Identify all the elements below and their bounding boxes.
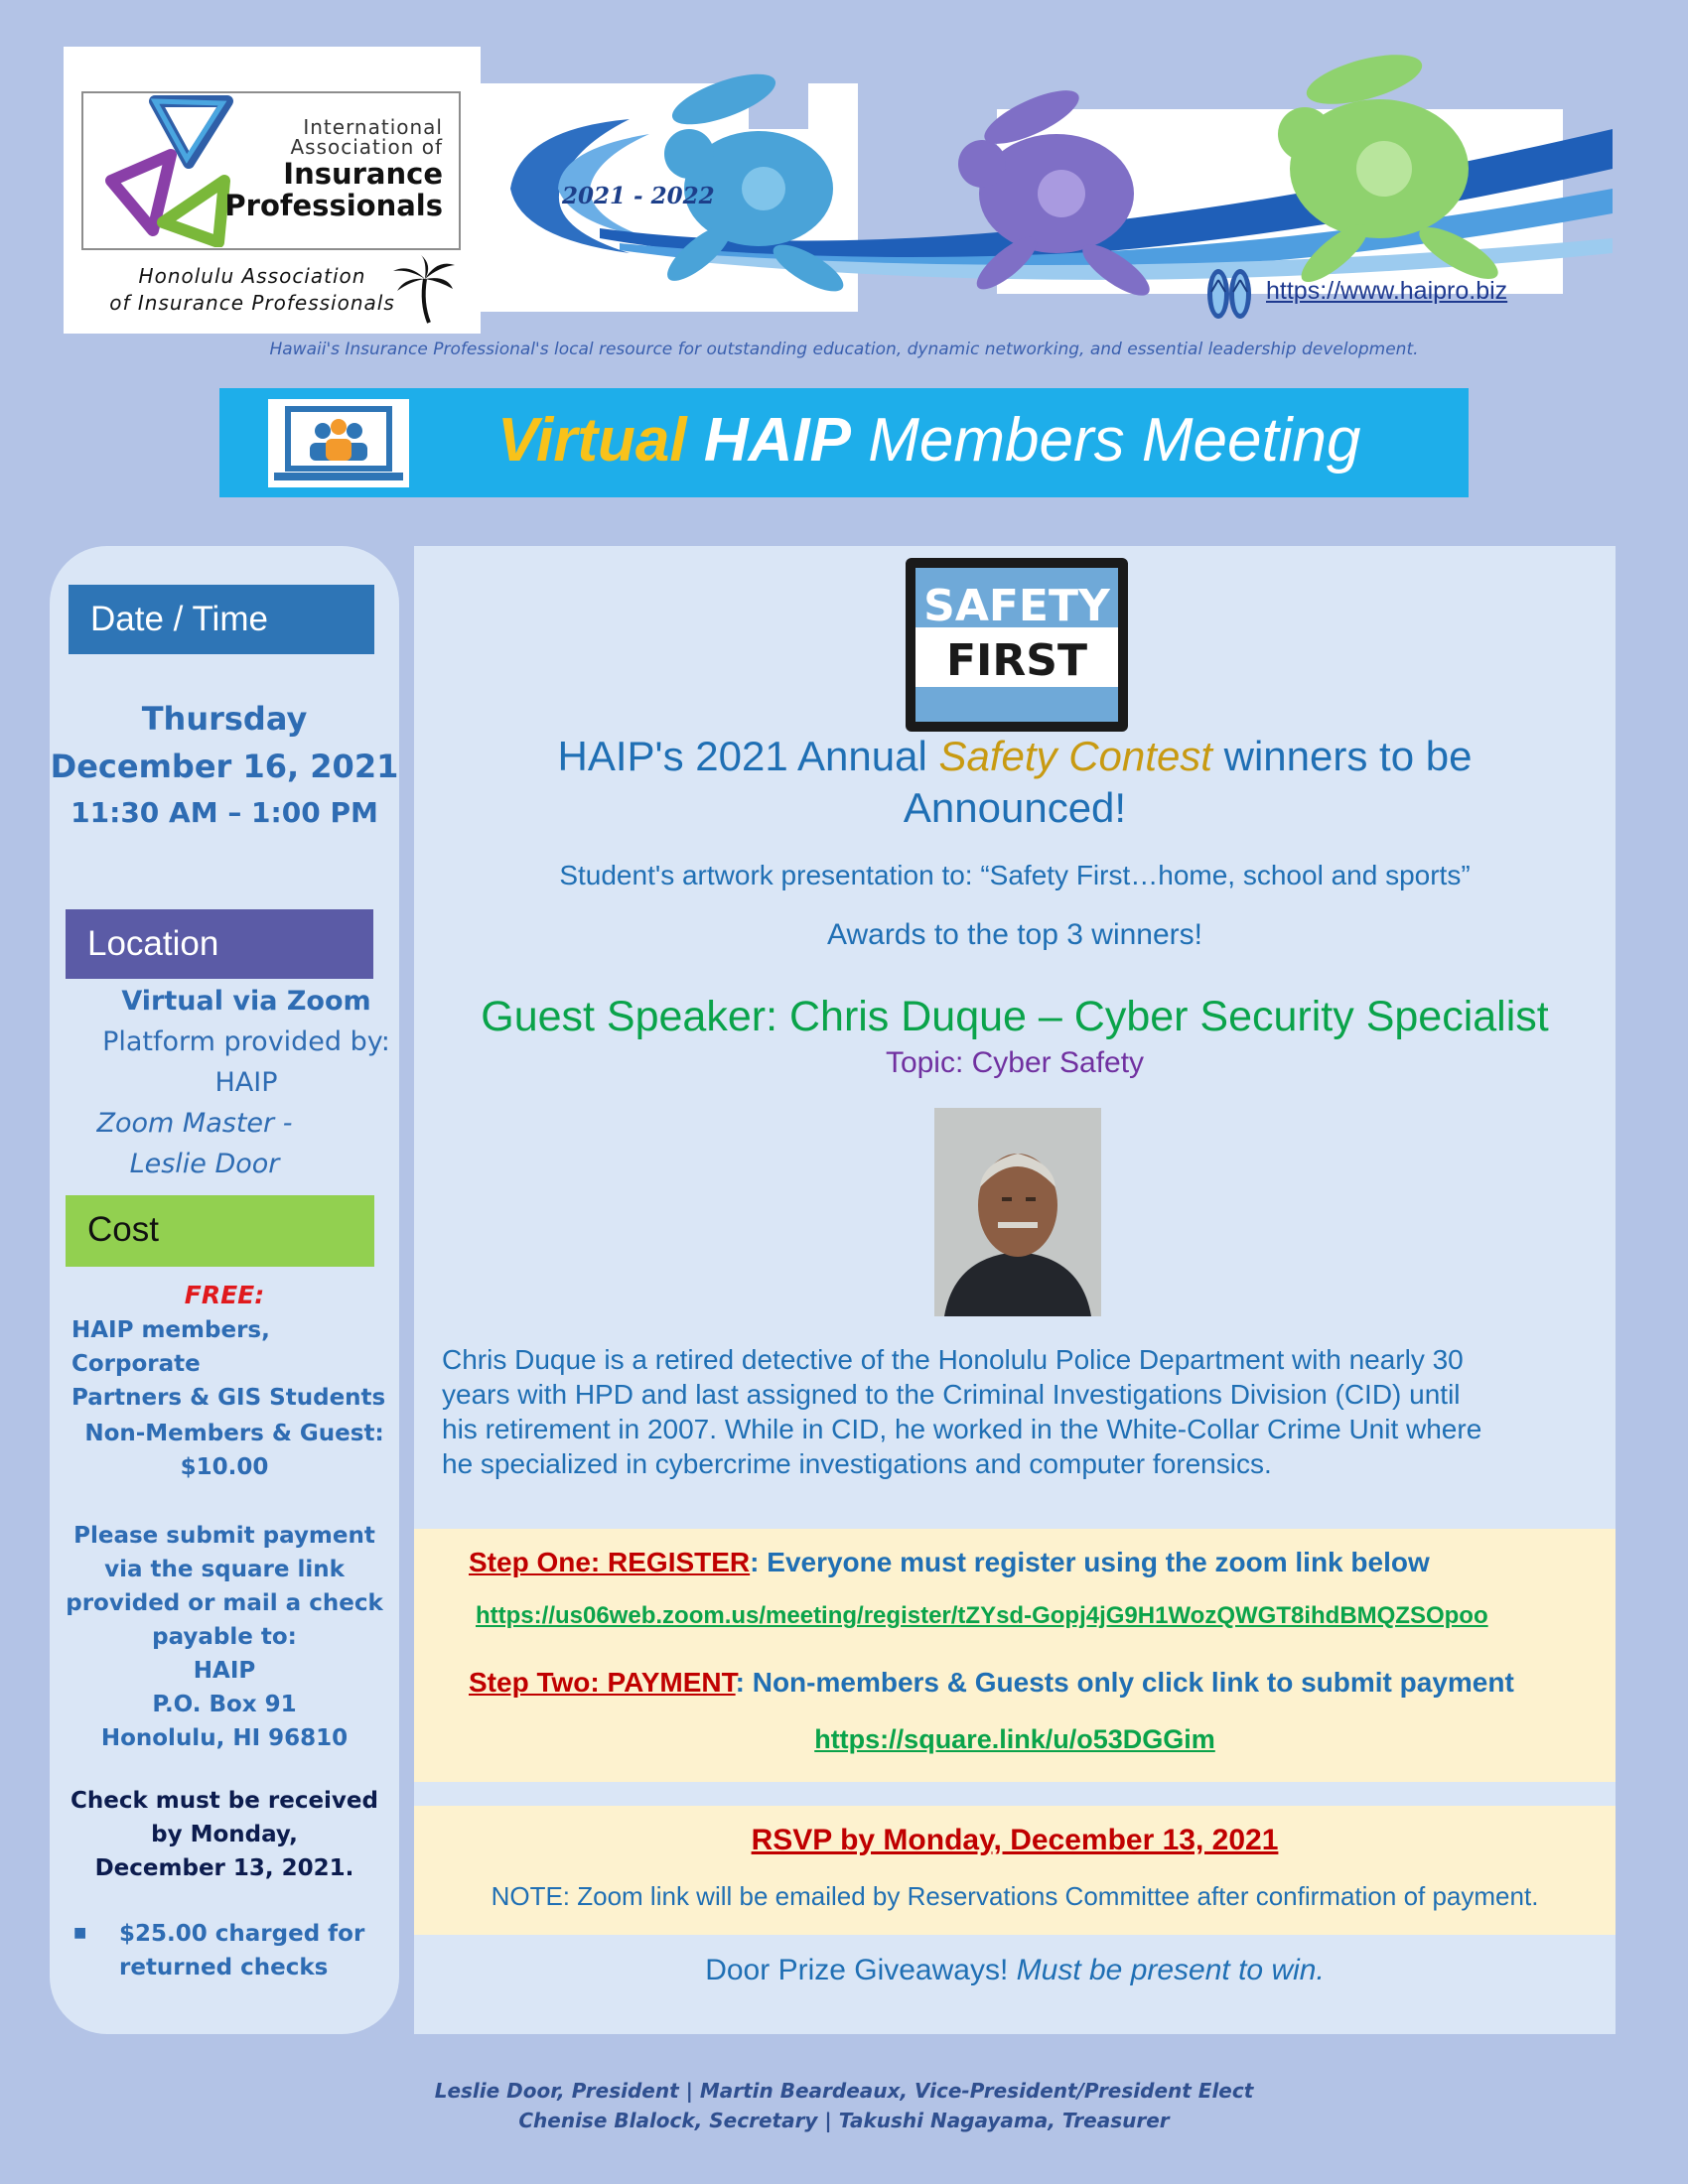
square-payment-link[interactable]: https://square.link/u/o53DGGim [814,1724,1215,1754]
payment-line: provided or mail a check [66,1590,383,1616]
headline-part: Announced! [903,784,1127,831]
logo-subtitle-line: of Insurance Professionals [109,291,395,315]
bio-line: his retirement in 2007. While in CID, he worked in the White-Collar Crime Unit where [442,1414,1482,1444]
flip-flop-icon [1203,266,1255,322]
payment-line: HAIP [193,1658,256,1684]
location-line: Virtual via Zoom [121,986,371,1017]
door-prize-text: Door Prize Giveaways! [705,1954,1017,1986]
nonmember-label: Non-Members & Guest: [84,1421,384,1446]
logo-line: International [303,115,443,139]
artwork-description: Student's artwork presentation to: “Safety First…home, school and sports” [559,860,1471,890]
date-time-heading: Date / Time [69,585,374,654]
logo-subtitle-line: Honolulu Association [138,264,366,288]
speaker-bio [442,1342,1594,1481]
event-details-sidebar [50,546,399,2034]
rsvp-deadline: RSVP by Monday, December 13, 2021 [751,1824,1279,1856]
virtual-meeting-laptop-icon [268,399,409,487]
triangle-logo-icon [93,93,242,247]
fee-line: returned checks [119,1955,329,1980]
logo-line: Association of [290,135,443,159]
free-eligibility [71,1313,399,1415]
title-virtual: Virtual [497,406,687,475]
awards-text: Awards to the top 3 winners! [827,918,1202,951]
headline-part: winners to be [1211,733,1473,779]
contest-headline [414,731,1616,834]
logo-line: Insurance [283,157,443,191]
free-label: FREE: [184,1281,265,1309]
guest-speaker: Guest Speaker: Chris Duque – Cyber Security Specialist [481,993,1549,1040]
registration-steps [414,1529,1616,1782]
cost-line: Partners & GIS Students [71,1385,386,1411]
palm-tree-icon [391,255,457,325]
payment-line: payable to: [152,1624,297,1650]
payment-line: Please submit payment [73,1523,375,1549]
cost-heading: Cost [66,1195,374,1267]
bullet-icon: ■ [73,1925,87,1941]
officers-line: Leslie Door, President | Martin Beardeaux, Vice-President/President Elect [434,2079,1254,2103]
main-content-panel [414,546,1616,2034]
zoom-note: NOTE: Zoom link will be emailed by Reservations Committee after confirmation of payment. [491,1881,1539,1911]
sign-word: SAFETY [923,581,1110,631]
title-haip: HAIP [703,406,852,475]
cost-line: HAIP members, Corporate [71,1317,270,1377]
logo-line: Professionals [224,189,443,222]
fee-line: $25.00 charged for [119,1921,365,1947]
event-time: 11:30 AM – 1:00 PM [70,796,378,829]
payment-line: Honolulu, HI 96810 [100,1725,349,1751]
bio-line: years with HPD and last assigned to the Criminal Investigations Division (CID) until [442,1379,1461,1410]
association-logo [64,47,481,334]
rsvp-box [414,1806,1616,1935]
event-date: December 16, 2021 [50,748,399,785]
location-line: HAIP [214,1067,278,1098]
step-two: Step Two: PAYMENT: Non-members & Guests only click link to submit payment [469,1667,1514,1698]
location-heading: Location [66,909,373,979]
speaker-topic: Topic: Cyber Safety [885,1046,1145,1079]
check-line: Check must be received [70,1788,378,1814]
speaker-photo [934,1108,1101,1316]
door-prize [414,1954,1616,1987]
location-line: Zoom Master - [96,1108,293,1139]
meeting-title [497,405,1360,476]
headline-emphasis: Safety Contest [938,733,1212,779]
step-one-label: Step One: REGISTER [469,1547,751,1577]
bio-line: Chris Duque is a retired detective of the Honolulu Police Department with nearly 30 [442,1344,1464,1375]
payment-instructions [50,1519,399,1755]
meeting-title-banner [219,388,1469,497]
safety-first-sign [906,558,1128,732]
event-day: Thursday [141,700,308,738]
logo-frame [81,91,461,250]
bio-line: he specialized in cybercrime investigations and computer forensics. [442,1448,1272,1479]
website-link[interactable]: https://www.haipro.biz [1266,277,1508,305]
location-line: Platform provided by: [102,1026,390,1057]
step-one-text: Everyone must register using the zoom link below [767,1547,1430,1577]
headline-part: HAIP's 2021 Annual [557,733,939,779]
logo-wordmark [224,117,443,220]
title-rest: Members Meeting [868,406,1361,475]
payment-line: via the square link [104,1557,345,1582]
door-prize-emphasis: Must be present to win. [1016,1954,1325,1986]
zoom-registration-link[interactable]: https://us06web.zoom.us/meeting/register/tZYsd-Gopj4jG9H1WozQWGT8ihdBMQZSOpoo [476,1602,1488,1629]
payment-line: P.O. Box 91 [152,1692,297,1717]
years-label: 2021 - 2022 [562,183,715,209]
check-line: December 13, 2021. [94,1855,354,1881]
tagline: Hawaii's Insurance Professional's local resource for outstanding education, dynamic networking, and essential leadership development. [269,340,1419,359]
step-two-label: Step Two: PAYMENT [469,1667,736,1698]
logo-subtitle [103,263,401,317]
location-line: Leslie Door [129,1149,280,1179]
check-line: by Monday, [151,1822,298,1847]
step-two-text: Non-members & Guests only click link to submit payment [752,1667,1514,1698]
officers-line: Chenise Blalock, Secretary | Takushi Nagayama, Treasurer [518,2109,1170,2132]
returned-check-fee [119,1917,377,1984]
nonmember-price: $10.00 [180,1454,269,1480]
step-one: Step One: REGISTER: Everyone must register using the zoom link below [469,1547,1430,1577]
check-deadline [50,1784,399,1885]
sign-word: FIRST [945,635,1088,686]
